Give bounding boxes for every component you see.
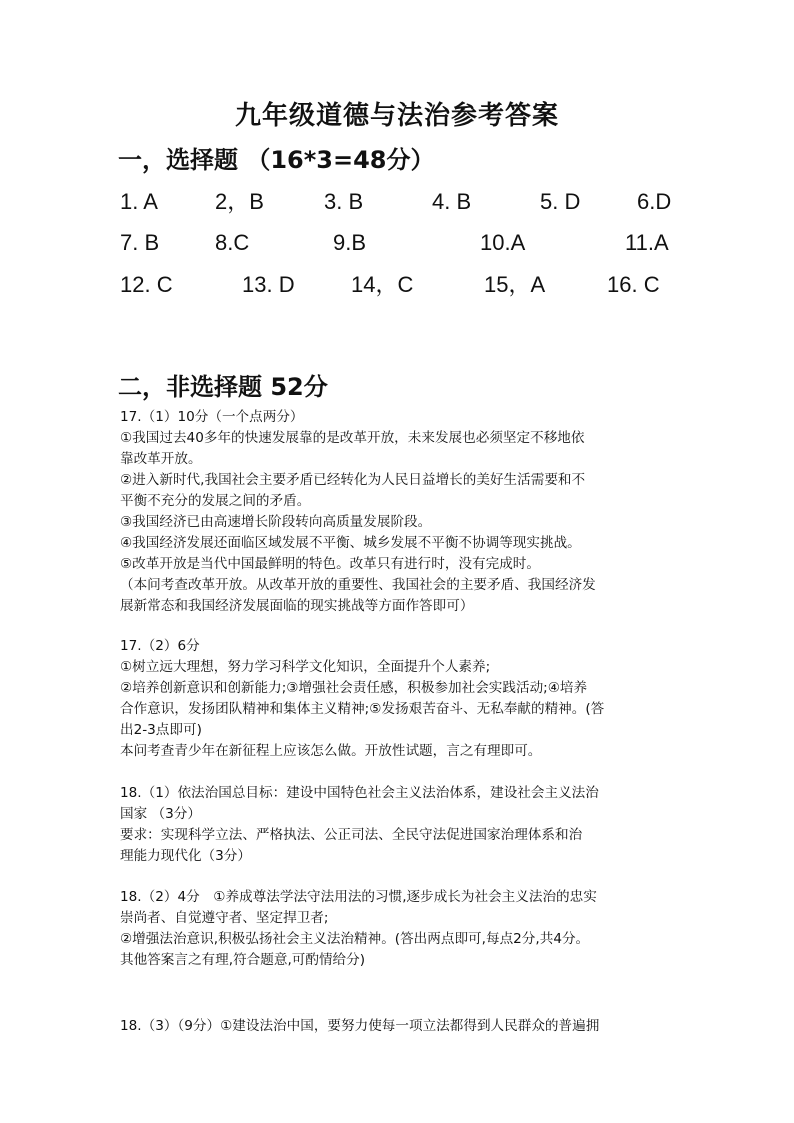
answer-line: 国家 （3分） [120, 806, 201, 822]
answer-item: 2，B [215, 189, 264, 214]
section-1-heading: 一，选择题 （16*3=48分） [118, 146, 435, 174]
answer-item: 10.A [480, 230, 526, 255]
answer-line: ②进入新时代,我国社会主要矛盾已经转化为人民日益增长的美好生活需要和不 [120, 472, 586, 488]
answer-row-3 [0, 269, 794, 301]
answer-line: 出2-3点即可) [120, 722, 202, 738]
answer-line: 其他答案言之有理,符合题意,可酌情给分) [120, 952, 366, 968]
answer-line: 崇尚者、自觉遵守者、坚定捍卫者; [120, 910, 329, 926]
answer-line: 平衡不充分的发展之间的矛盾。 [120, 493, 311, 509]
answer-line: 合作意识，发扬团队精神和集体主义精神;⑤发扬艰苦奋斗、无私奉献的精神。(答 [120, 701, 605, 717]
answer-item: 13. D [242, 272, 295, 297]
answer-row-1 [0, 186, 794, 218]
answer-line: 本问考查青少年在新征程上应该怎么做。开放性试题，言之有理即可。 [120, 743, 542, 759]
answer-item: 8.C [215, 230, 250, 255]
answer-item: 9.B [333, 230, 367, 255]
answer-line: 18.（3）（9分）①建设法治中国，要努力使每一项立法都得到人民群众的普遍拥 [120, 1018, 600, 1034]
answer-line: 展新常态和我国经济发展面临的现实挑战等方面作答即可） [120, 598, 474, 614]
question-head: 17.（1）10分（一个点两分） [120, 409, 304, 425]
question-18-1 [120, 783, 690, 867]
answer-line: 理能力现代化（3分） [120, 848, 251, 864]
answer-item: 7. B [120, 230, 160, 255]
question-18-3 [120, 1016, 690, 1037]
question-17-2 [120, 636, 690, 762]
answer-item: 4. B [432, 189, 472, 214]
page-title: 九年级道德与法治参考答案 [234, 101, 559, 131]
answer-item: 6.D [637, 189, 672, 214]
answer-line: ④我国经济发展还面临区域发展不平衡、城乡发展不平衡不协调等现实挑战。 [120, 535, 581, 551]
answer-item: 12. C [120, 272, 173, 297]
answer-line: （本问考查改革开放。从改革开放的重要性、我国社会的主要矛盾、我国经济发 [120, 577, 596, 593]
answer-line: ②培养创新意识和创新能力;③增强社会责任感，积极参加社会实践活动;④培养 [120, 680, 588, 696]
answer-row-2 [0, 227, 794, 259]
question-head: 17.（2）6分 [120, 638, 200, 654]
answer-line: 18.（1）依法治国总目标：建设中国特色社会主义法治体系，建设社会主义法治 [120, 785, 599, 801]
answer-line: ⑤改革开放是当代中国最鲜明的特色。改革只有进行时，没有完成时。 [120, 556, 540, 572]
answer-line: ③我国经济已由高速增长阶段转向高质量发展阶段。 [120, 514, 432, 530]
answer-item: 1. A [120, 189, 158, 214]
answer-item: 11.A [625, 230, 669, 255]
answer-item: 16. C [607, 272, 660, 297]
question-18-2 [120, 887, 690, 971]
answer-item: 5. D [540, 189, 581, 214]
answer-line: ①树立远大理想，努力学习科学文化知识，全面提升个人素养; [120, 659, 491, 675]
answer-item: 15，A [484, 272, 546, 297]
answer-line: 靠改革开放。 [120, 451, 202, 467]
answer-line: ①我国过去40多年的快速发展靠的是改革开放，未来发展也必须坚定不移地依 [120, 430, 585, 446]
answer-line: ②增强法治意识,积极弘扬社会主义法治精神。(答出两点即可,每点2分,共4分。 [120, 931, 590, 947]
answer-line: 要求：实现科学立法、严格执法、公正司法、全民守法促进国家治理体系和治 [120, 827, 583, 843]
question-17-1 [120, 407, 690, 617]
answer-line: 18.（2）4分 ①养成尊法学法守法用法的习惯,逐步成长为社会主义法治的忠实 [120, 889, 597, 905]
answer-item: 14，C [351, 272, 414, 297]
section-2-heading: 二，非选择题 52分 [118, 373, 328, 401]
answer-item: 3. B [324, 189, 364, 214]
